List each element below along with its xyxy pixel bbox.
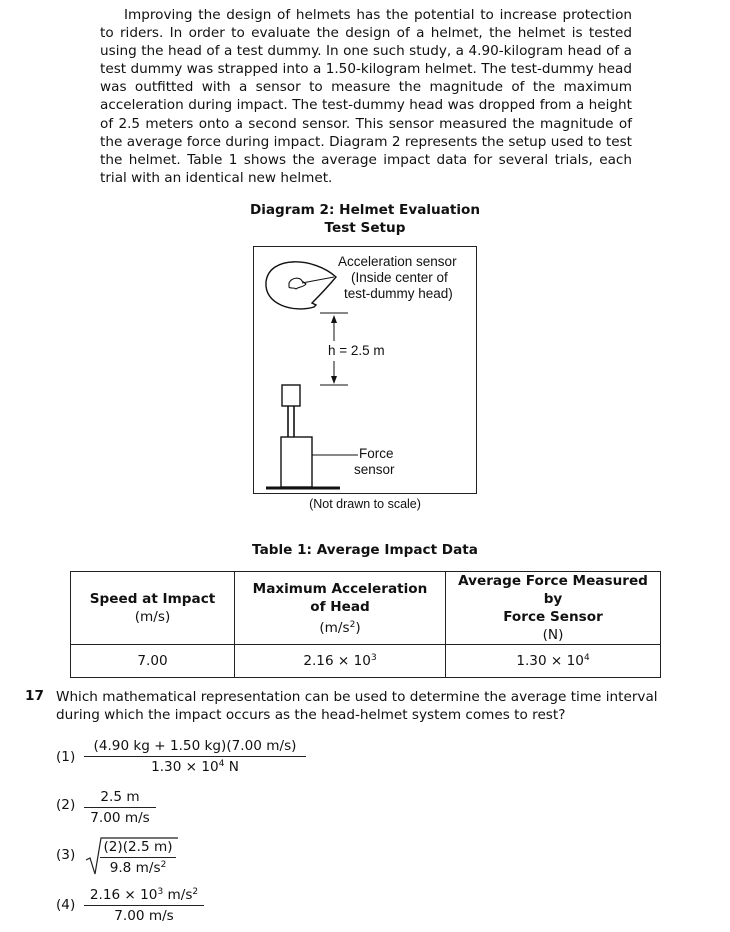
choice-2-denominator: 7.00 m/s [90, 810, 150, 826]
choice-2-numerator: 2.5 m [84, 787, 156, 808]
choice-3-fraction[interactable] [100, 837, 176, 878]
unit-end: ) [355, 619, 361, 636]
cell-force [446, 645, 661, 678]
choice-1-fraction[interactable] [84, 736, 306, 777]
header-acceleration-unit [319, 620, 360, 636]
denominator-base: 9.8 m/s [109, 860, 161, 876]
force-sensor-base [281, 437, 312, 487]
header-acceleration [235, 572, 446, 645]
accel-label-3: test-dummy head) [344, 286, 453, 301]
force-exp: 4 [583, 653, 590, 663]
choice-4-denominator: 7.00 m/s [114, 908, 174, 924]
choice-2-fraction[interactable] [84, 787, 156, 828]
force-label-1: Force [359, 446, 394, 461]
impact-data-table [70, 571, 661, 678]
height-label: h = 2.5 m [328, 343, 385, 358]
numerator-base: 2.16 × 10 [89, 887, 158, 903]
helmet-test-diagram [253, 246, 477, 494]
denominator-unit: N [224, 759, 239, 775]
diagram-drawing [254, 247, 478, 495]
impact-anvil [282, 385, 300, 406]
accel-label-1: Acceleration sensor [338, 254, 457, 269]
denominator-exp: 2 [160, 860, 167, 870]
cell-speed: 7.00 [71, 645, 235, 678]
choice-1-denominator [84, 757, 306, 777]
numerator-unit-exp: 2 [192, 887, 199, 897]
choice-4-label[interactable]: (4) [56, 897, 76, 913]
denominator-base: 1.30 × 10 [151, 759, 219, 775]
header-speed [71, 572, 235, 645]
choice-1-label[interactable]: (1) [56, 749, 76, 765]
diagram-title [200, 201, 530, 237]
not-to-scale-note: (Not drawn to scale) [309, 497, 421, 511]
table-row [71, 645, 661, 678]
diagram-title-line1: Diagram 2: Helmet Evaluation [249, 202, 481, 218]
question-text: Which mathematical representation can be used to determine the average time interval during which the impact occurs as the head-helmet system comes to rest? [56, 689, 658, 723]
ear-icon [289, 278, 306, 289]
header-force-title-2: Force Sensor [503, 609, 603, 625]
header-acceleration-title-1: Maximum Acceleration [252, 580, 428, 597]
choice-3-numerator: (2)(2.5 m) [100, 837, 176, 858]
choice-1-numerator: (4.90 kg + 1.50 kg)(7.00 m/s) [84, 736, 306, 757]
unit-exp: 2 [349, 619, 356, 630]
header-speed-unit: (m/s) [134, 609, 171, 625]
dummy-head-icon [266, 262, 336, 309]
header-force [446, 572, 661, 645]
diagram-title-line2: Test Setup [324, 220, 406, 236]
unit-base: (m/s [319, 619, 350, 636]
passage-text: Improving the design of helmets has the potential to increase protection to riders. In order to evaluate the design of a helmet, the helmet is tested using the head of a test dummy. In one such study, a 4.90-kilogram head of a test dummy was strapped into a 1.50-kilogram helmet. The test-dummy head was outfitted with a sensor to measure the magnitude of the maximum acceleration during impact. The test-dummy head was dropped from a height of 2.5 meters onto a second sensor. This sensor measured the magnitude of the average force during impact. Diagram 2 represents the setup used to test the helmet. Table 1 shows the average impact data for several trials, each trial with an identical new helmet. [100, 7, 632, 186]
header-force-unit: (N) [542, 627, 564, 643]
header-acceleration-title-2: of Head [310, 598, 370, 615]
table-title: Table 1: Average Impact Data [252, 542, 478, 558]
numerator-exp: 3 [157, 887, 164, 897]
header-force-title-1: Average Force Measured by [458, 573, 648, 607]
choice-3-denominator [100, 858, 176, 878]
numerator-unit: m/s [163, 887, 193, 903]
choice-2-label[interactable]: (2) [56, 797, 76, 813]
force-label-2: sensor [354, 462, 395, 477]
question-number: 17 [25, 688, 44, 704]
choice-4-numerator [84, 885, 204, 906]
force-base: 1.30 × 10 [516, 653, 584, 669]
cell-acceleration [235, 645, 446, 678]
accel-label-2: (Inside center of [351, 270, 448, 285]
denominator-exp: 4 [218, 759, 225, 769]
choice-4-fraction[interactable] [84, 885, 204, 926]
accel-exp: 3 [370, 653, 377, 663]
header-speed-title: Speed at Impact [89, 591, 216, 607]
passage [100, 6, 632, 187]
choice-3-label[interactable]: (3) [56, 847, 76, 863]
accel-base: 2.16 × 10 [303, 653, 371, 669]
